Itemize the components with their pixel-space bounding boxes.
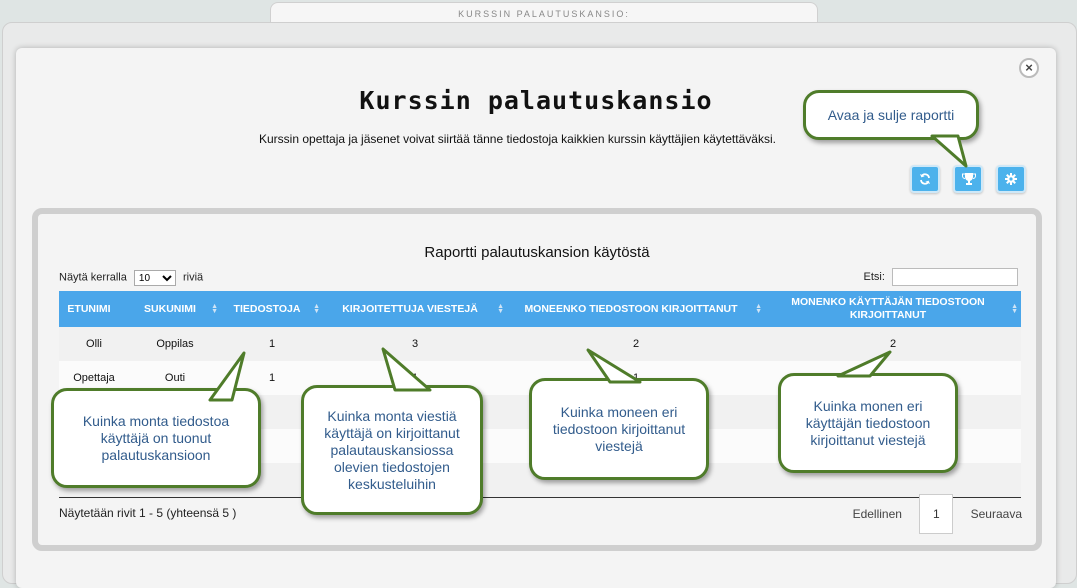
column-header[interactable]: TIEDOSTOJA ▲ ▼ [221, 291, 323, 327]
close-icon[interactable]: × [1019, 58, 1039, 78]
callout-tail [588, 350, 640, 382]
page-subtitle: Kurssin opettaja ja jäsenet voivat siirtää tänne tiedostoja kaikkien kurssin käyttäjien käytettäväksi. [259, 132, 776, 146]
sort-icon: ▲ ▼ [497, 303, 504, 315]
table-info: Näytetään rivit 1 - 5 (yhteensä 5 ) [59, 506, 237, 520]
sort-icon: ▲ ▼ [211, 303, 218, 315]
table-cell: 2 [765, 327, 1021, 361]
table-cell: 1 [221, 361, 323, 395]
table-cell: Outi [129, 361, 221, 395]
report-title: Raportti palautuskansion käytöstä [424, 244, 650, 261]
column-header[interactable]: MONEENKO TIEDOSTOON KIRJOITTANUT ▲ ▼ [507, 291, 765, 327]
callout-tail [838, 352, 890, 376]
top-tab[interactable]: KURSSIN PALAUTUSKANSIO: [270, 2, 818, 26]
page-length-label: Näytä kerralla [59, 271, 127, 284]
sort-icon: ▲ ▼ [313, 303, 320, 315]
search-label: Etsi: [863, 270, 885, 283]
previous-page-button[interactable]: Edellinen [852, 507, 902, 521]
callout-tail [210, 353, 244, 400]
callout-messages: Kuinka monta viestiä käyttäjä on kirjoittanut palautauskansiossa olevien tiedostojen keskusteluihin [301, 385, 483, 515]
column-header[interactable]: SUKUNIMI ▲ ▼ [129, 291, 221, 327]
column-header[interactable]: MONENKO KÄYTTÄJÄN TIEDOSTOON KIRJOITTANUT ▲ ▼ [765, 291, 1021, 327]
column-header[interactable]: KIRJOITETTUJA VIESTEJÄ ▲ ▼ [323, 291, 507, 327]
callout-tail [932, 136, 966, 166]
table-cell: 1 [221, 327, 323, 361]
page-number-button[interactable]: 1 [919, 494, 953, 534]
table-cell: 2 [507, 327, 765, 361]
callout-users-commented: Kuinka monen eri käyttäjän tiedostoon kirjoittanut viestejä [778, 373, 958, 473]
callout-files: Kuinka monta tiedostoa käyttäjä on tuonut palautuskansioon [51, 388, 261, 488]
table-cell: Olli [59, 327, 129, 361]
sort-icon: ▲ ▼ [1011, 303, 1018, 315]
page-title: Kurssin palautuskansio [359, 86, 713, 115]
table-cell: Oppilas [129, 327, 221, 361]
callout-files-commented: Kuinka moneen eri tiedostoon kirjoittanut viestejä [529, 378, 709, 480]
table-cell: 3 [323, 327, 507, 361]
page-length-suffix: riviä [182, 271, 204, 284]
table-cell: Opettaja [59, 361, 129, 395]
column-header[interactable]: ETUNIMI [59, 291, 129, 327]
next-page-button[interactable]: Seuraava [970, 507, 1022, 521]
sort-icon: ▲ ▼ [755, 303, 762, 315]
callout-tail [383, 349, 430, 390]
callout-toggle-report: Avaa ja sulje raportti [803, 90, 979, 140]
